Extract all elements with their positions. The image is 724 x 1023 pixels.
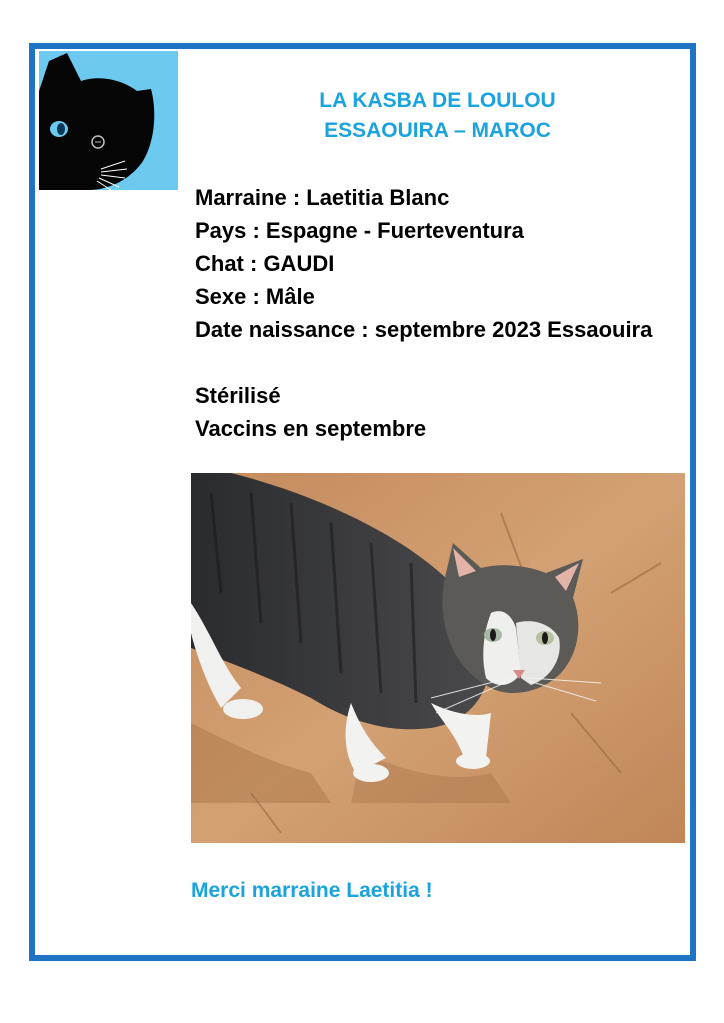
sponsorship-details — [195, 181, 685, 445]
country-line: Pays : Espagne - Fuerteventura — [195, 218, 524, 243]
godmother-line: Marraine : Laetitia Blanc — [195, 185, 450, 210]
cat-photo — [191, 473, 685, 843]
thanks-message: Merci marraine Laetitia ! — [191, 879, 433, 902]
organization-name: LA KASBA DE LOULOU — [319, 89, 556, 112]
organization-location: ESSAOUIRA – MAROC — [324, 119, 551, 142]
cat-logo-icon — [39, 51, 178, 190]
sex-line: Sexe : Mâle — [195, 284, 315, 309]
organization-header — [190, 86, 685, 146]
spacer — [195, 346, 685, 379]
birth-date-line: Date naissance : septembre 2023 Essaouira — [195, 317, 653, 342]
vaccines-line: Vaccins en septembre — [195, 416, 427, 441]
cat-name-line: Chat : GAUDI — [195, 251, 335, 276]
sterilized-line: Stérilisé — [195, 383, 281, 408]
